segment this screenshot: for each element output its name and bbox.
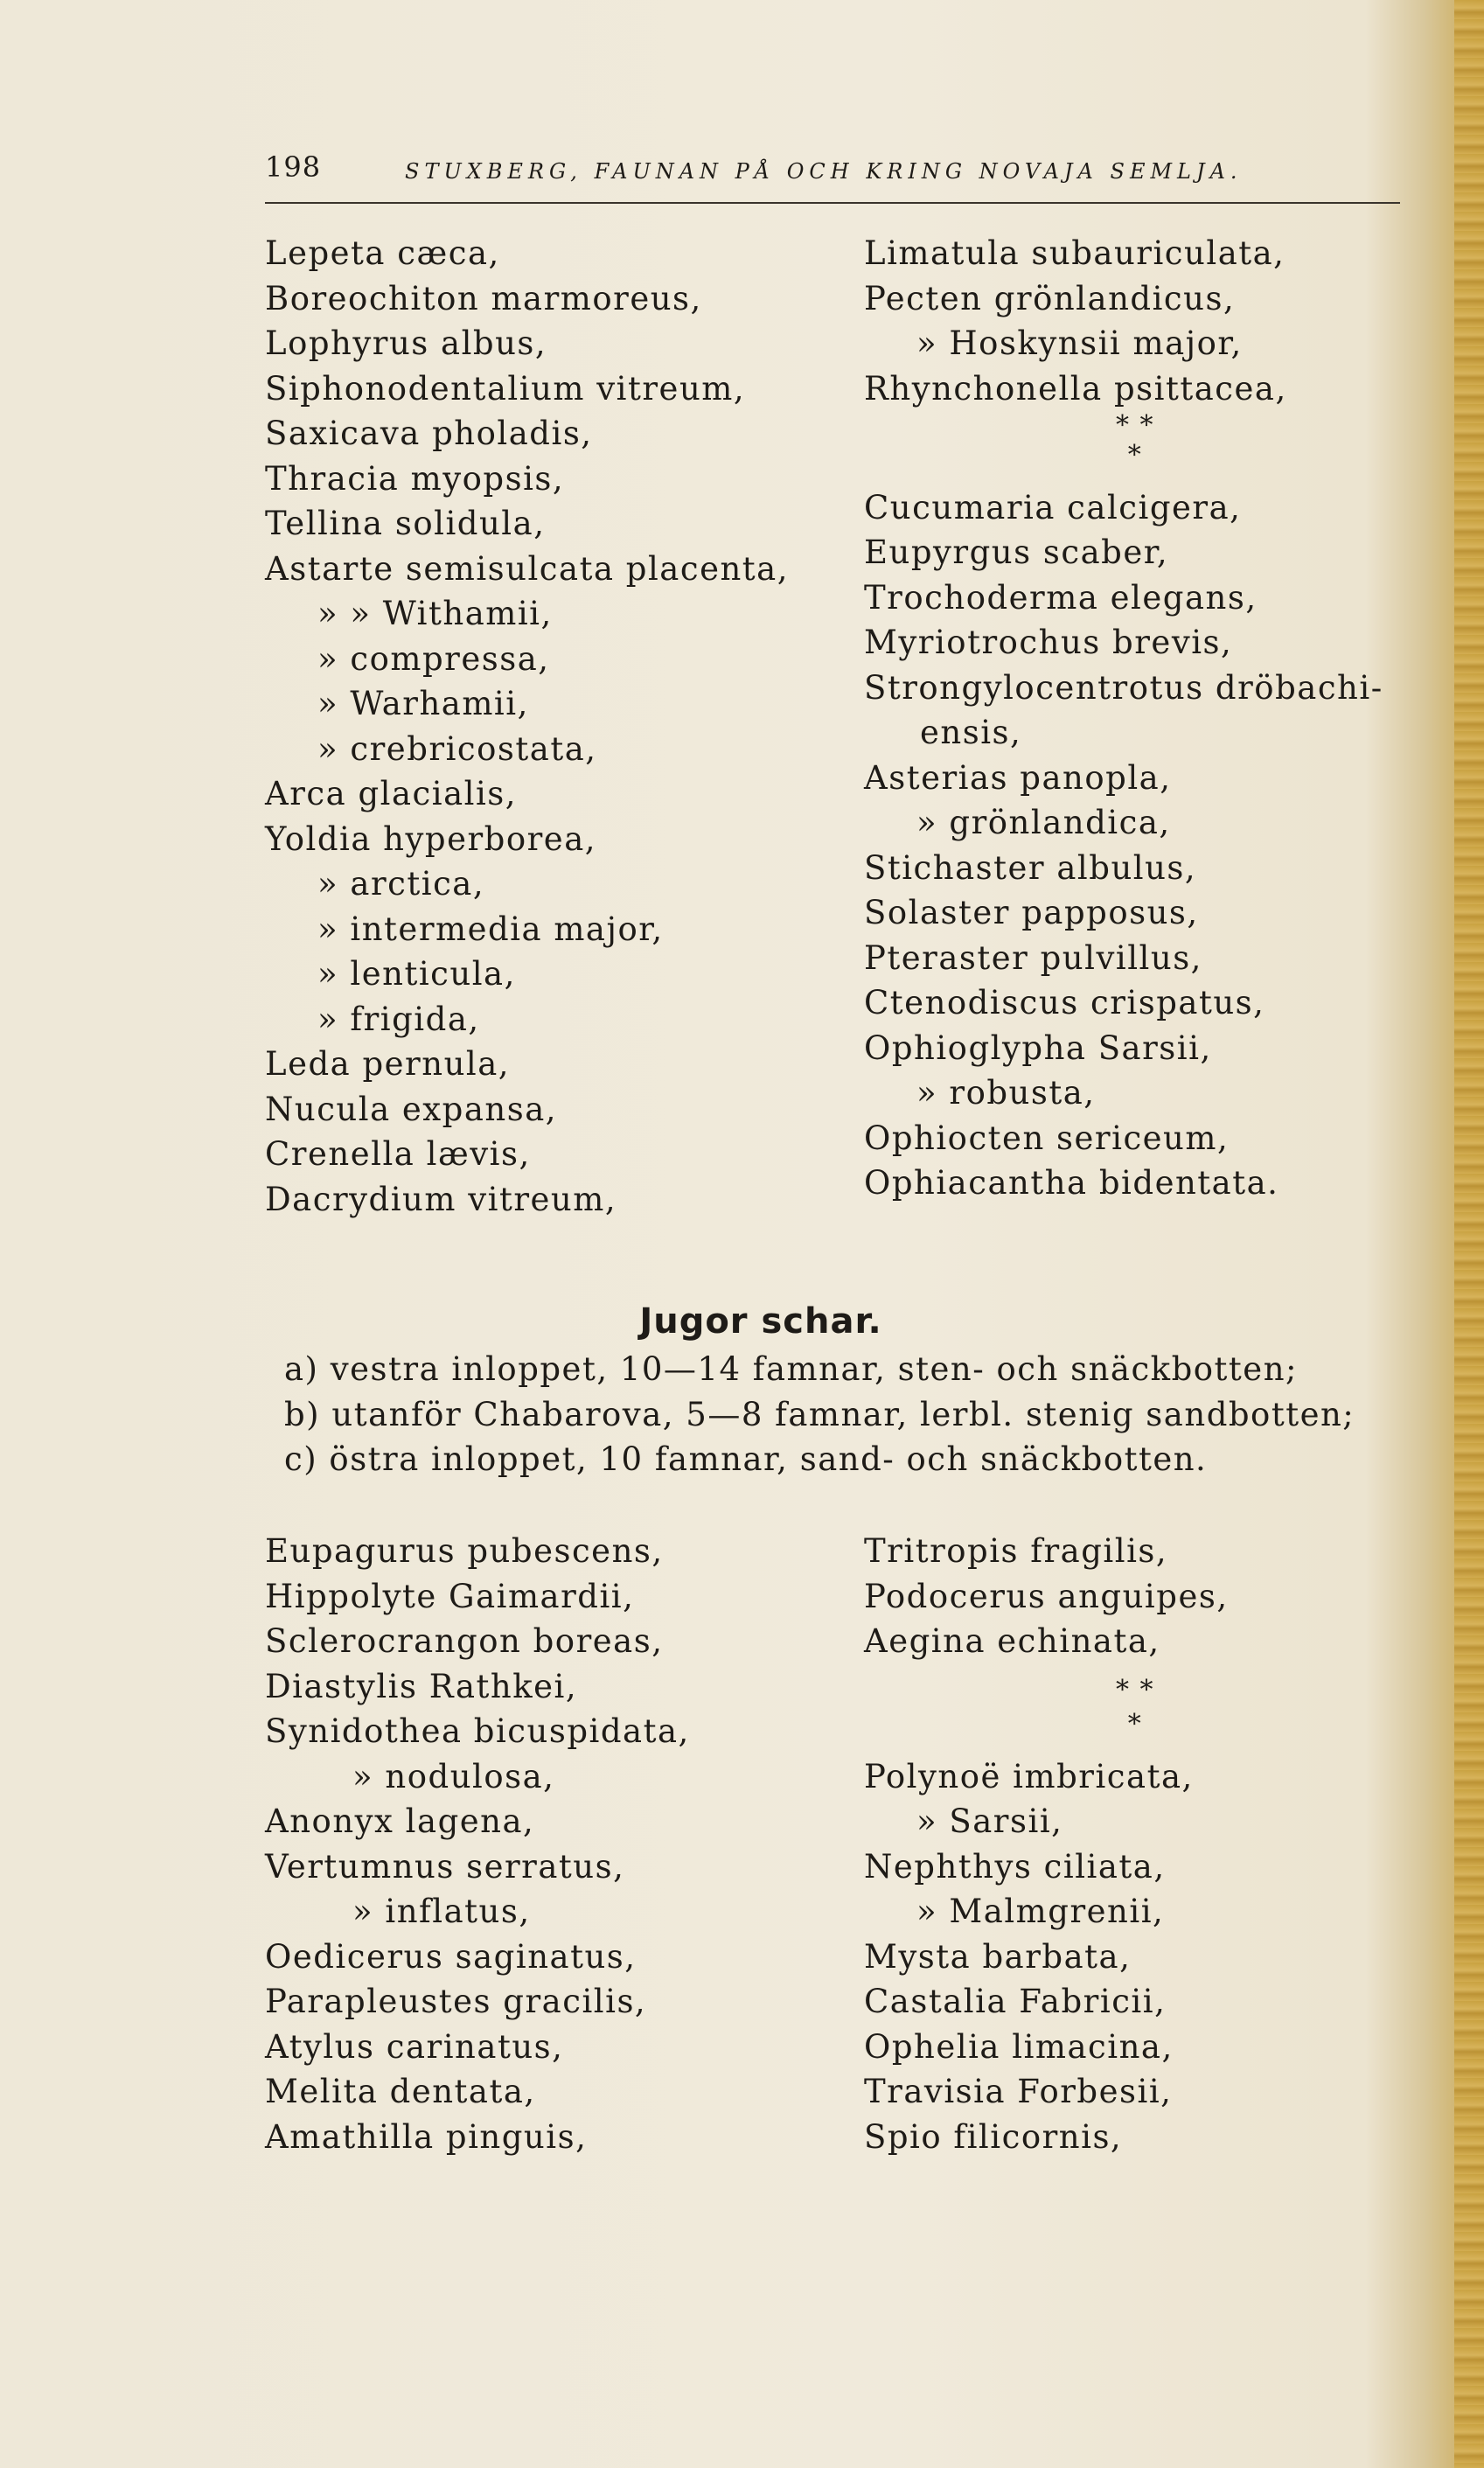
species-list-1-right (864, 231, 1406, 1206)
station-entry: b) utanför Chabarova, 5—8 famnar, lerbl. stenig sandbotten; (284, 1395, 1355, 1433)
species-entry: Astarte semisulcata placenta, (265, 549, 789, 588)
species-entry: Yoldia hyperborea, (265, 819, 597, 858)
species-entry: » intermedia major, (317, 910, 664, 948)
species-entry: Ophiocten sericeum, (864, 1119, 1230, 1157)
species-entry: » arctica, (317, 865, 485, 903)
species-entry: Lepeta cæca, (265, 234, 500, 272)
species-entry: Dacrydium vitreum, (265, 1180, 617, 1218)
species-entry: Melita dentata, (265, 2073, 536, 2110)
section-title: Jugor schar. (639, 1301, 882, 1342)
species-entry: » lenticula, (317, 955, 516, 993)
page-edge (1454, 0, 1484, 2468)
species-entry: Travisia Forbesii, (864, 2073, 1173, 2110)
species-entry: Trochoderma elegans, (864, 578, 1258, 617)
species-entry: Arca glacialis, (265, 775, 518, 812)
species-entry: Spio filicornis, (864, 2117, 1123, 2156)
species-entry: Siphonodentalium vitreum, (265, 369, 746, 408)
species-entry: Leda pernula, (265, 1045, 511, 1083)
species-entry: Asterias panopla, (864, 758, 1172, 797)
species-list-2-right (864, 1529, 1406, 2159)
species-entry: Diastylis Rathkei, (265, 1667, 578, 1705)
species-entry: Vertumnus serratus, (265, 1847, 625, 1886)
species-entry: » nodulosa, (352, 1757, 555, 1795)
species-entry: Parapleustes gracilis, (265, 1983, 647, 2020)
species-entry: » Sarsii, (916, 1802, 1063, 1840)
species-entry: Tellina solidula, (265, 505, 546, 542)
species-entry: » » Withamii, (317, 595, 553, 632)
species-list-2-left (265, 1529, 825, 2159)
species-entry: Myriotrochus brevis, (864, 624, 1233, 661)
species-entry: Ophiacantha bidentata. (864, 1164, 1279, 1202)
species-entry: Nucula expansa, (265, 1090, 558, 1128)
species-entry: Castalia Fabricii, (864, 1983, 1167, 2020)
species-entry: » inflatus, (352, 1893, 531, 1930)
species-entry: Eupyrgus scaber, (864, 533, 1169, 571)
species-entry: Saxicava pholadis, (265, 415, 593, 452)
species-entry: Synidothea bicuspidata, (265, 1712, 690, 1750)
running-title: STUXBERG, FAUNAN PÅ OCH KRING NOVAJA SEMLJA. (405, 159, 1243, 184)
station-entry: a) vestra inloppet, 10—14 famnar, sten- och snäckbotten; (284, 1350, 1298, 1388)
species-entry: » crebricostata, (317, 729, 597, 768)
species-entry: Ophelia limacina, (864, 2027, 1174, 2066)
species-entry: Strongylocentrotus dröbachi- (864, 668, 1383, 707)
species-entry: Nephthys ciliata, (864, 1847, 1166, 1886)
species-entry: » Warhamii, (317, 685, 529, 722)
species-entry: ensis, (920, 714, 1022, 751)
species-entry: Ctenodiscus crispatus, (864, 984, 1265, 1021)
species-entry: Hippolyte Gaimardii, (265, 1577, 635, 1615)
species-entry: Lophyrus albus, (265, 324, 547, 362)
species-entry: Anonyx lagena, (265, 1802, 535, 1840)
species-entry: Ophioglypha Sarsii, (864, 1028, 1212, 1067)
asterism-divider: * * (1115, 410, 1155, 441)
species-entry: Crenella lævis, (265, 1135, 531, 1173)
species-entry: Pteraster pulvillus, (864, 938, 1202, 977)
header-rule (265, 202, 1400, 204)
species-entry: Mysta barbata, (864, 1937, 1132, 1976)
species-entry: Podocerus anguipes, (864, 1577, 1229, 1615)
species-entry: Solaster papposus, (864, 894, 1199, 931)
species-entry: Amathilla pinguis, (265, 2117, 588, 2156)
asterism-divider: * * (1115, 1674, 1155, 1705)
station-list (284, 1347, 1355, 1482)
species-entry: » compressa, (317, 639, 550, 678)
species-entry: Oedicerus saginatus, (265, 1937, 637, 1976)
species-entry: » Malmgrenii, (916, 1893, 1165, 1930)
species-entry: » robusta, (916, 1074, 1096, 1112)
page-number: 198 (265, 150, 322, 184)
species-entry: Sclerocrangon boreas, (265, 1622, 664, 1660)
species-entry: Cucumaria calcigera, (864, 488, 1242, 526)
species-entry: Rhynchonella psittacea, (864, 369, 1287, 408)
species-entry: Tritropis fragilis, (864, 1532, 1168, 1570)
asterism-divider: * (1127, 1709, 1143, 1739)
station-entry: c) östra inloppet, 10 famnar, sand- och snäckbotten. (284, 1440, 1208, 1478)
species-entry: Thracia myopsis, (265, 459, 565, 498)
species-entry: » frigida, (317, 1000, 480, 1038)
species-entry: Aegina echinata, (864, 1622, 1160, 1660)
asterism-divider: * (1127, 440, 1143, 471)
species-entry: Polynoë imbricata, (864, 1757, 1194, 1795)
species-entry: Stichaster albulus, (864, 848, 1197, 887)
species-entry: » Hoskynsii major, (916, 324, 1243, 362)
species-list-1-left (265, 231, 825, 1222)
species-entry: » grönlandica, (916, 804, 1171, 841)
species-entry: Atylus carinatus, (265, 2027, 564, 2066)
page-header (265, 150, 1402, 203)
species-entry: Boreochiton marmoreus, (265, 279, 702, 317)
species-entry: Limatula subauriculata, (864, 234, 1285, 272)
species-entry: Eupagurus pubescens, (265, 1532, 664, 1570)
species-entry: Pecten grönlandicus, (864, 279, 1236, 317)
